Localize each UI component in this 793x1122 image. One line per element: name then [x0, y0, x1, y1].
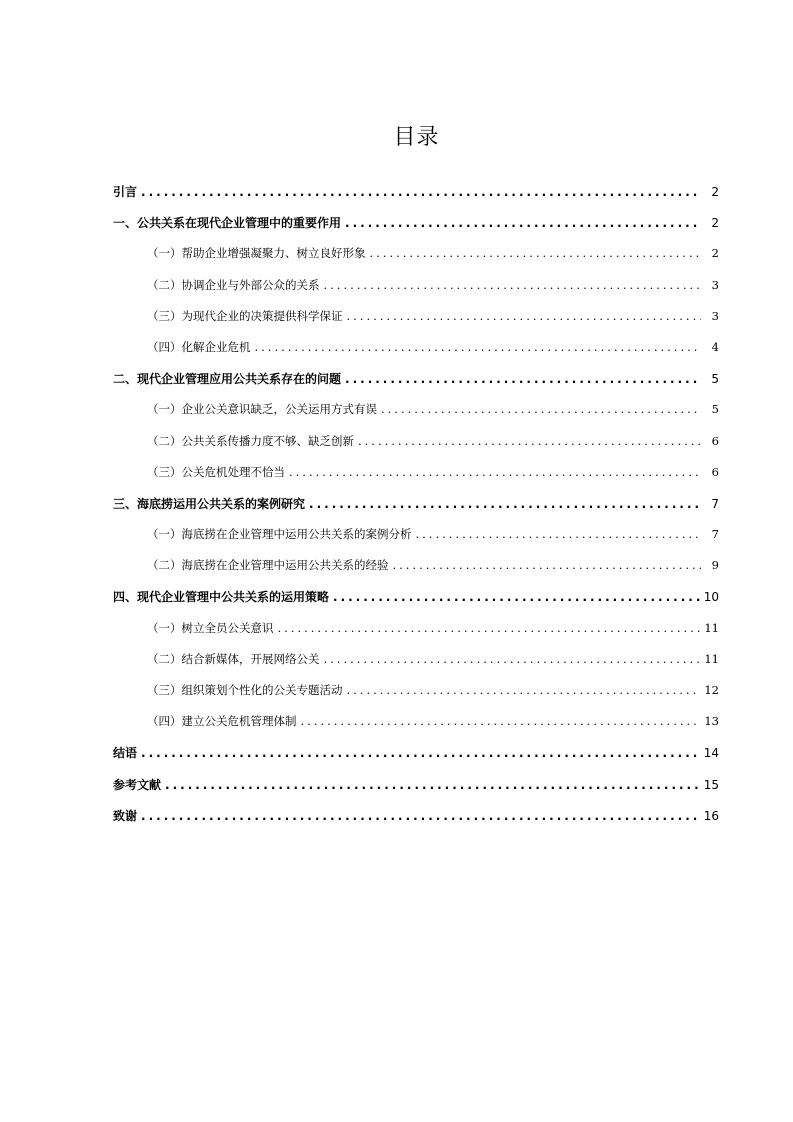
- toc-entry-page-number: 12: [704, 683, 719, 697]
- toc-entry-chapter[interactable]: [113, 183, 719, 214]
- toc-entry-page-number: 11: [704, 620, 719, 635]
- toc-dot-leader: [324, 652, 701, 666]
- toc-entry-label: （三）公关危机处理不恰当: [147, 464, 285, 479]
- toc-dot-leader: [309, 497, 701, 511]
- toc-dot-leader: [416, 527, 702, 541]
- toc-entry-section[interactable]: [113, 651, 719, 682]
- toc-entry-chapter[interactable]: [113, 588, 719, 619]
- toc-entry-label: （一）海底捞在企业管理中运用公共关系的案例分析: [147, 527, 412, 542]
- toc-entry-page-number: 16: [703, 808, 719, 823]
- toc-entry-label: 一、公共关系在现代企业管理中的重要作用: [113, 216, 342, 231]
- toc-entry-chapter[interactable]: [113, 776, 719, 807]
- toc-entry-chapter[interactable]: [113, 807, 719, 838]
- toc-dot-leader: [255, 340, 702, 354]
- table-of-contents: [113, 183, 719, 838]
- toc-entry-label: （三）组织策划个性化的公关专题活动: [147, 683, 343, 697]
- toc-entry-page-number: 3: [711, 277, 719, 292]
- toc-entry-page-number: 7: [711, 527, 719, 542]
- toc-entry-label: （四）化解企业危机: [147, 339, 251, 354]
- toc-dot-leader: [165, 778, 700, 792]
- toc-entry-label: （三）为现代企业的决策提供科学保证: [147, 308, 343, 323]
- toc-entry-section[interactable]: [113, 339, 719, 370]
- toc-entry-page-number: 5: [711, 372, 719, 387]
- toc-entry-page-number: 6: [711, 464, 719, 479]
- toc-entry-label: （二）协调企业与外部公众的关系: [147, 277, 320, 292]
- toc-dot-leader: [301, 714, 701, 728]
- toc-entry-section[interactable]: [113, 557, 719, 588]
- toc-entry-section[interactable]: [113, 682, 719, 713]
- toc-entry-page-number: 14: [703, 746, 719, 761]
- toc-entry-page-number: 10: [703, 590, 719, 605]
- toc-entry-chapter[interactable]: [113, 214, 719, 245]
- toc-entry-label: 引言: [113, 185, 138, 199]
- toc-dot-leader: [278, 621, 701, 635]
- toc-dot-leader: [358, 434, 701, 448]
- toc-entry-section[interactable]: [113, 433, 719, 464]
- toc-entry-label: （一）树立全员公关意识: [147, 620, 274, 635]
- toc-entry-page-number: 2: [711, 216, 719, 231]
- toc-dot-leader: [393, 558, 702, 572]
- toc-dot-leader: [347, 309, 702, 323]
- toc-entry-page-number: 4: [711, 339, 719, 354]
- toc-dot-leader: [141, 746, 700, 760]
- toc-dot-leader: [381, 402, 701, 416]
- toc-entry-section[interactable]: [113, 620, 719, 651]
- toc-entry-label: （二）海底捞在企业管理中运用公共关系的经验: [147, 558, 389, 573]
- toc-dot-leader: [347, 683, 701, 697]
- toc-entry-page-number: 6: [711, 433, 719, 448]
- toc-entry-label: 结语: [113, 746, 138, 761]
- toc-entry-page-number: 15: [703, 777, 719, 792]
- toc-entry-page-number: 11: [704, 651, 719, 666]
- toc-entry-section[interactable]: [113, 464, 719, 495]
- toc-entry-section[interactable]: [113, 401, 719, 432]
- toc-entry-label: （四）建立公关危机管理体制: [147, 714, 297, 729]
- toc-entry-label: （二）结合新媒体，开展网络公关: [147, 651, 320, 666]
- toc-entry-chapter[interactable]: [113, 744, 719, 775]
- toc-entry-label: 参考文献: [113, 777, 162, 792]
- toc-dot-leader: [141, 185, 701, 199]
- toc-dot-leader: [333, 590, 700, 604]
- toc-entry-page-number: 2: [711, 246, 719, 261]
- toc-entry-page-number: 9: [711, 558, 719, 573]
- toc-title: 目录: [393, 125, 440, 150]
- toc-entry-section[interactable]: [113, 526, 719, 557]
- toc-entry-section[interactable]: [113, 277, 719, 308]
- toc-entry-section[interactable]: [113, 245, 719, 276]
- toc-entry-chapter[interactable]: [113, 495, 719, 526]
- toc-entry-page-number: 13: [704, 714, 719, 729]
- toc-entry-page-number: 7: [711, 496, 719, 511]
- toc-dot-leader: [141, 809, 700, 823]
- toc-entry-section[interactable]: [113, 308, 719, 339]
- toc-entry-page-number: 3: [711, 308, 719, 323]
- toc-entry-label: 致谢: [113, 808, 138, 823]
- toc-dot-leader: [324, 278, 702, 292]
- toc-entry-label: （一）企业公关意识缺乏，公关运用方式有误: [147, 402, 377, 417]
- toc-dot-leader: [345, 372, 701, 386]
- toc-entry-label: 二、现代企业管理应用公共关系存在的问题: [113, 372, 342, 387]
- toc-entry-label: 三、海底捞运用公共关系的案例研究: [113, 496, 306, 511]
- toc-dot-leader: [289, 465, 701, 479]
- toc-entry-label: （一）帮助企业增强凝聚力、树立良好形象: [147, 246, 366, 261]
- toc-entry-label: 四、现代企业管理中公共关系的运用策略: [113, 590, 330, 605]
- toc-entry-chapter[interactable]: [113, 370, 719, 401]
- toc-entry-label: （二）公共关系传播力度不够、缺乏创新: [147, 433, 354, 448]
- toc-dot-leader: [370, 246, 702, 260]
- toc-entry-page-number: 2: [711, 185, 719, 199]
- toc-dot-leader: [345, 216, 701, 230]
- toc-entry-page-number: 5: [711, 402, 719, 417]
- toc-entry-section[interactable]: [113, 713, 719, 744]
